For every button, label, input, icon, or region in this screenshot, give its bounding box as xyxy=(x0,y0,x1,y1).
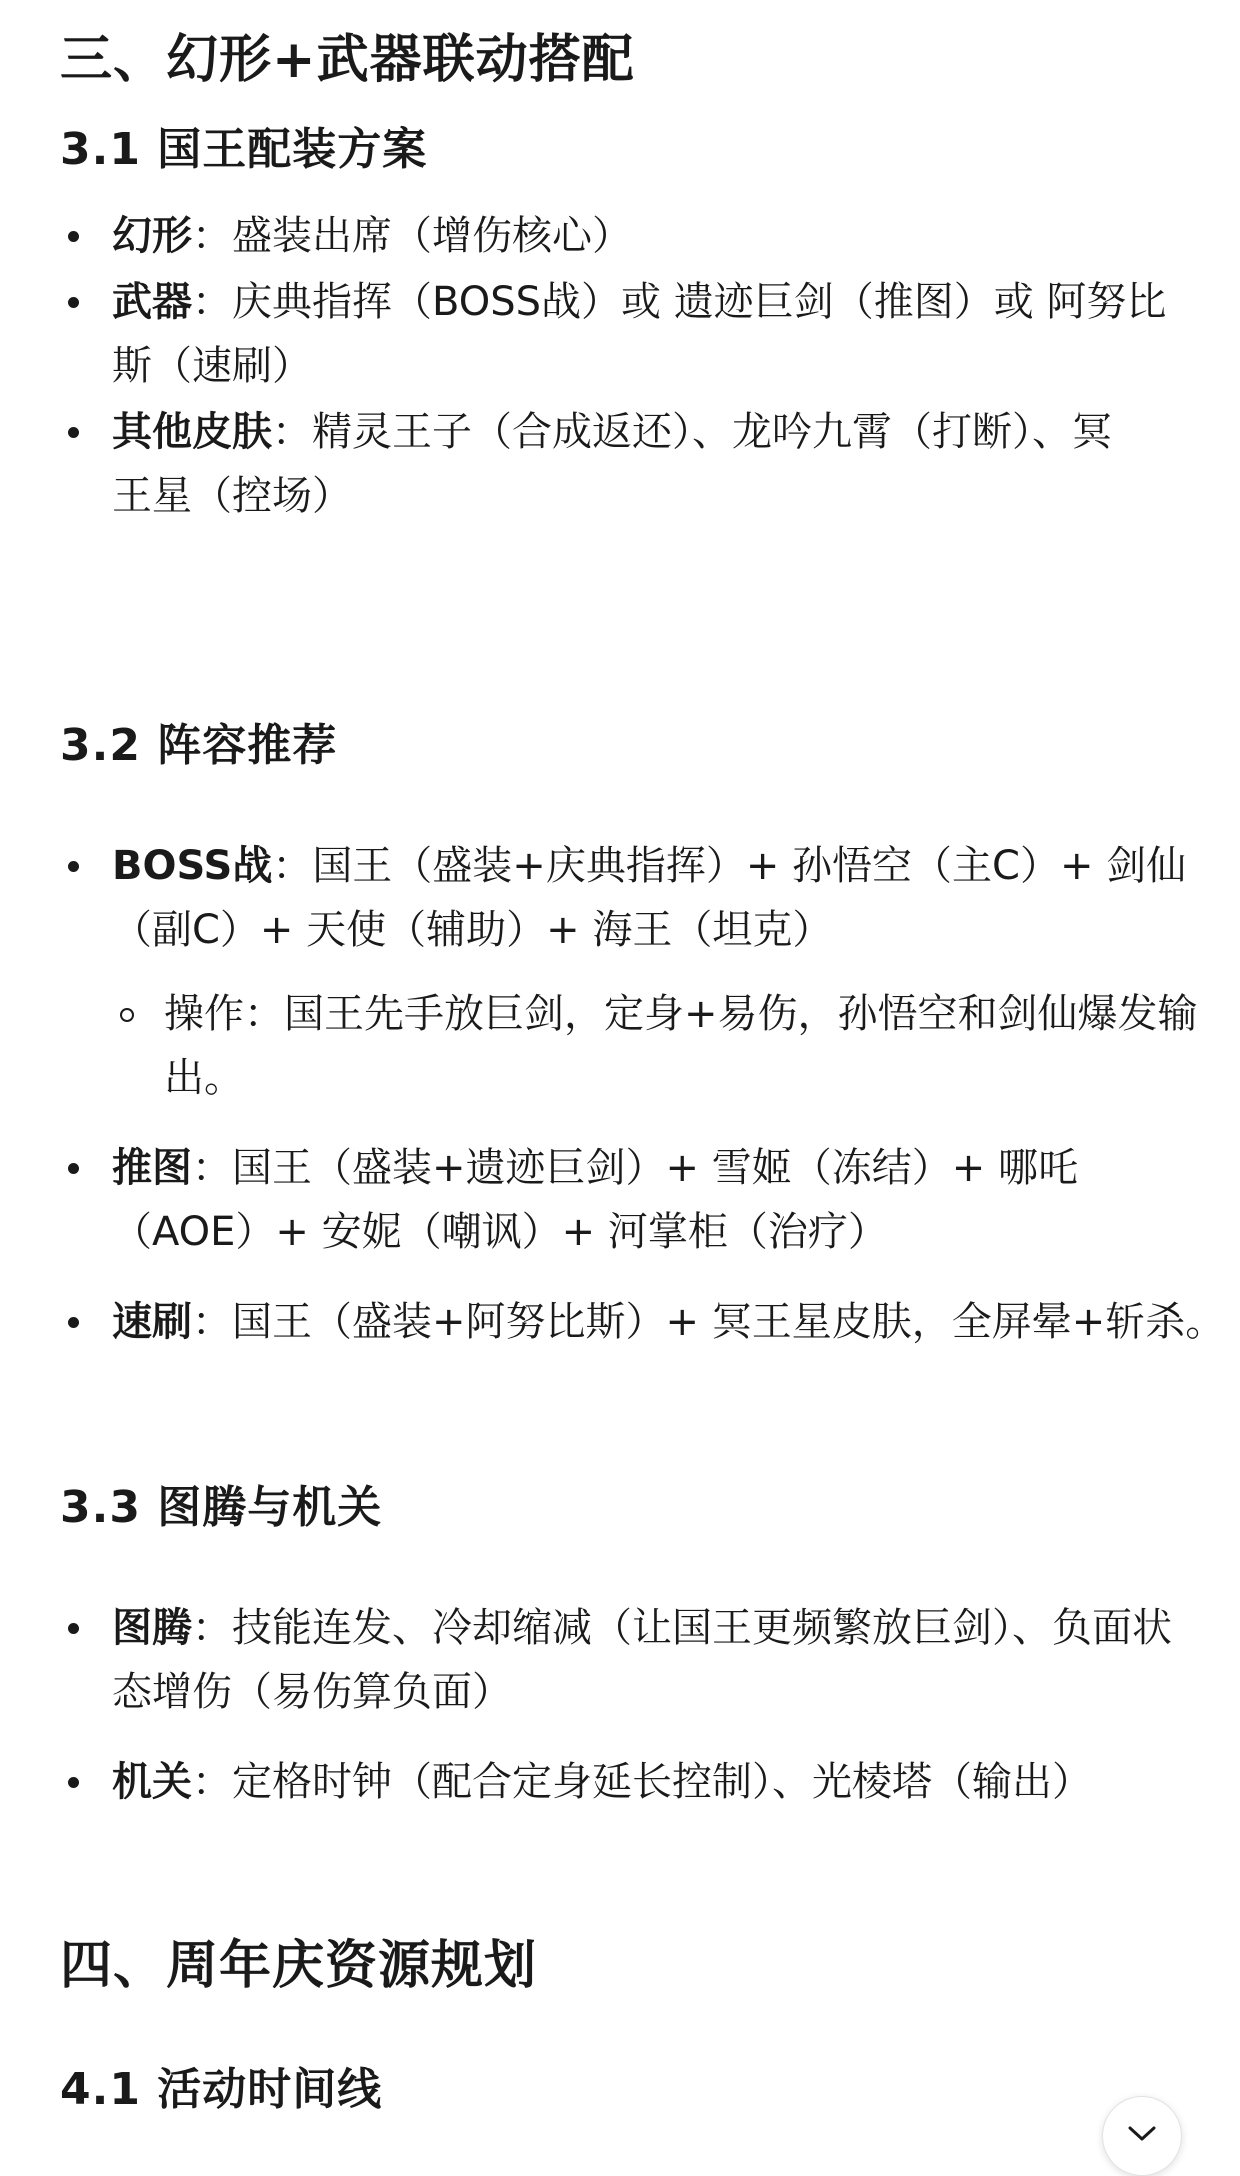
list-3-1 xyxy=(60,204,1200,528)
list-item xyxy=(60,1290,1232,1354)
bullet-icon xyxy=(68,1777,79,1788)
item-sep: ： xyxy=(192,1299,232,1345)
list-3-2 xyxy=(60,834,1226,1354)
subsection-heading-3-2: 3.2 阵容推荐 xyxy=(60,720,338,771)
item-text: 盛装出席（增伤核心） xyxy=(232,213,632,259)
item-sep: ： xyxy=(192,279,232,325)
item-label: 速刷 xyxy=(112,1299,192,1345)
item-label: 机关 xyxy=(112,1759,192,1805)
list-3-3 xyxy=(60,1596,1200,1814)
item-sep: ： xyxy=(272,843,313,889)
item-text: 庆典指挥（BOSS战）或 遗迹巨剑（推图）或 阿努比斯（速刷） xyxy=(112,279,1167,389)
list-item xyxy=(60,1596,1202,1724)
bullet-icon xyxy=(68,231,79,242)
bullet-icon xyxy=(68,1623,79,1634)
item-sep: ： xyxy=(192,1759,232,1805)
item-text: 定格时钟（配合定身延长控制）、光棱塔（输出） xyxy=(232,1759,1092,1805)
item-label: 幻形 xyxy=(112,213,192,259)
list-item xyxy=(60,834,1212,962)
list-item xyxy=(60,1136,1182,1264)
item-sep: ： xyxy=(192,1605,232,1651)
item-label: BOSS战 xyxy=(112,843,273,889)
subsection-heading-4-1: 4.1 活动时间线 xyxy=(60,2064,383,2115)
item-text: 国王（盛装+阿努比斯）+ 冥王星皮肤，全屏晕+斩杀。 xyxy=(232,1299,1226,1345)
item-sep: ： xyxy=(192,1145,232,1191)
item-text: 精灵王子（合成返还）、龙吟九霄（打断）、冥王星（控场） xyxy=(112,409,1112,519)
sub-list-item xyxy=(60,982,1204,1110)
item-label: 其他皮肤 xyxy=(112,409,272,455)
chevron-down-icon xyxy=(1127,2125,1157,2143)
bullet-icon xyxy=(68,1163,79,1174)
bullet-icon xyxy=(68,427,79,438)
bullet-icon xyxy=(68,297,79,308)
item-sep: ： xyxy=(192,213,232,259)
sub-item-text: 操作：国王先手放巨剑，定身+易伤，孙悟空和剑仙爆发输出。 xyxy=(164,991,1198,1101)
item-label: 武器 xyxy=(112,279,192,325)
scroll-to-bottom-button[interactable] xyxy=(1102,2096,1182,2176)
section-heading-3: 三、幻形+武器联动搭配 xyxy=(60,30,635,90)
list-item xyxy=(60,1750,1152,1814)
subsection-heading-3-1: 3.1 国王配装方案 xyxy=(60,124,428,175)
bullet-icon xyxy=(68,861,79,872)
sub-bullet-icon xyxy=(120,1008,134,1022)
subsection-heading-3-3: 3.3 图腾与机关 xyxy=(60,1482,383,1533)
item-text: 技能连发、冷却缩减（让国王更频繁放巨剑）、负面状态增伤（易伤算负面） xyxy=(112,1605,1172,1715)
item-text: 国王（盛装+遗迹巨剑）+ 雪姬（冻结）+ 哪吒（AOE）+ 安妮（嘲讽）+ 河掌柜（治疗） xyxy=(112,1145,1078,1255)
list-item xyxy=(60,400,1122,528)
list-item xyxy=(60,270,1200,398)
list-item xyxy=(60,204,1200,268)
item-sep: ： xyxy=(272,409,312,455)
item-label: 图腾 xyxy=(112,1605,192,1651)
section-heading-4: 四、周年庆资源规划 xyxy=(60,1936,538,1996)
bullet-icon xyxy=(68,1317,79,1328)
item-label: 推图 xyxy=(112,1145,192,1191)
item-text: 国王（盛装+庆典指挥）+ 孙悟空（主C）+ 剑仙（副C）+ 天使（辅助）+ 海王（坦克） xyxy=(112,843,1187,953)
